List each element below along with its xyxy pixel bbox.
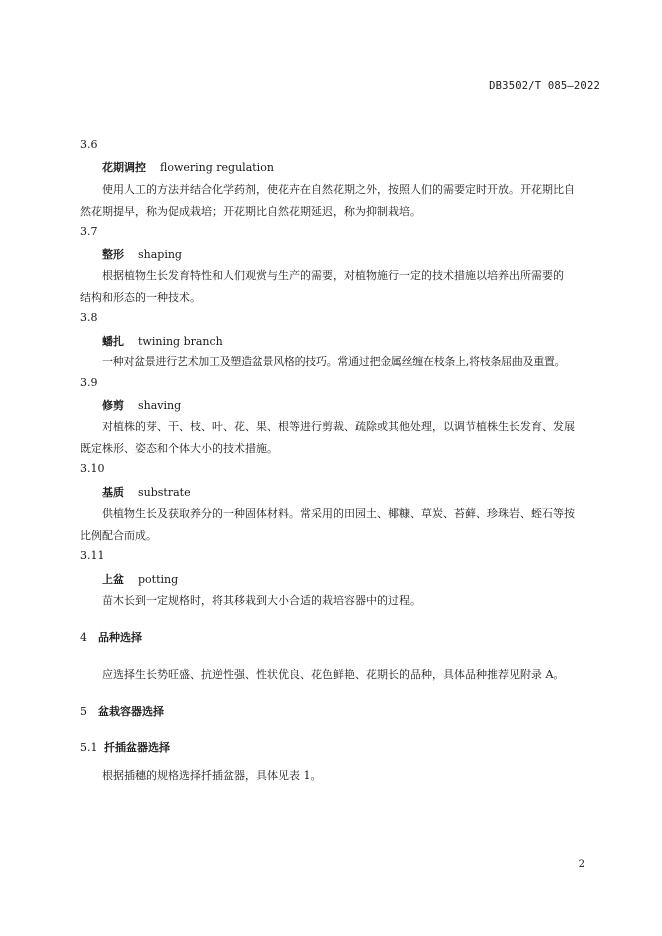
term-definition: 根据植物生长发育特性和人们观赏与生产的需要，对植物施行一定的技术措施以培养出所需要的	[102, 269, 564, 282]
section-heading	[80, 703, 164, 719]
term-heading	[102, 571, 178, 587]
section-title: 盆栽容器选择	[98, 705, 164, 718]
term-heading	[102, 246, 182, 262]
term-heading	[102, 397, 181, 413]
section-number: 5	[80, 705, 87, 718]
term-definition-cont: 比例配合而成。	[80, 529, 157, 542]
term-number: 3.6	[80, 138, 98, 151]
section-paragraph: 应选择生长势旺盛、抗逆性强、性状优良、花色鲜艳、花期长的品种，具体品种推荐见附录 A。	[102, 668, 565, 681]
term-english: substrate	[138, 486, 191, 499]
term-definition-cont: 然花期提早，称为促成栽培；开花期比自然花期延迟，称为抑制栽培。	[80, 205, 421, 218]
term-number: 3.7	[80, 225, 98, 238]
term-chinese: 修剪	[102, 399, 124, 412]
page-number: 2	[578, 859, 585, 870]
term-definition-cont: 结构和形态的一种技术。	[80, 291, 201, 304]
term-definition: 对植株的芽、干、枝、叶、花、果、根等进行剪裁、疏除或其他处理，以调节植株生长发育、发展	[102, 420, 575, 433]
section-paragraph: 根据插穗的规格选择扦插盆器，具体见表 1。	[102, 769, 322, 782]
term-definition: 使用人工的方法并结合化学药剂，使花卉在自然花期之外，按照人们的需要定时开放。开花期比自	[102, 183, 575, 196]
term-definition-cont: 既定株形、姿态和个体大小的技术措施。	[80, 442, 278, 455]
subsection-heading	[80, 739, 170, 755]
term-english: flowering regulation	[160, 161, 274, 174]
term-chinese: 整形	[102, 248, 124, 261]
term-heading	[102, 484, 191, 500]
section-title: 品种选择	[98, 631, 142, 644]
term-definition: 苗木长到一定规格时，将其移栽到大小合适的栽培容器中的过程。	[102, 594, 421, 607]
term-english: twining branch	[138, 335, 223, 348]
term-heading	[102, 333, 223, 349]
section-heading	[80, 629, 142, 645]
term-number: 3.8	[80, 311, 98, 324]
term-number: 3.10	[80, 462, 105, 475]
term-chinese: 花期调控	[102, 161, 146, 174]
term-number: 3.9	[80, 376, 98, 389]
term-definition: 一种对盆景进行艺术加工及塑造盆景风格的技巧。常通过把金属丝缠在枝条上,将枝条屈曲及重置。	[102, 355, 566, 368]
section-number: 4	[80, 631, 87, 644]
term-chinese: 上盆	[102, 573, 124, 586]
term-english: shaving	[138, 399, 182, 412]
term-number: 3.11	[80, 549, 105, 562]
term-heading	[102, 159, 274, 175]
standard-number: DB3502/T 085—2022	[489, 80, 600, 92]
term-chinese: 基质	[102, 486, 124, 499]
term-english: potting	[138, 573, 179, 586]
term-definition: 供植物生长及获取养分的一种固体材料。常采用的田园土、椰糠、草炭、苔藓、珍珠岩、蛭石等按	[102, 507, 575, 520]
term-english: shaping	[138, 248, 182, 261]
subsection-number: 5.1	[80, 741, 98, 754]
term-chinese: 蟠扎	[102, 335, 124, 348]
subsection-title: 扦插盆器选择	[104, 741, 170, 754]
